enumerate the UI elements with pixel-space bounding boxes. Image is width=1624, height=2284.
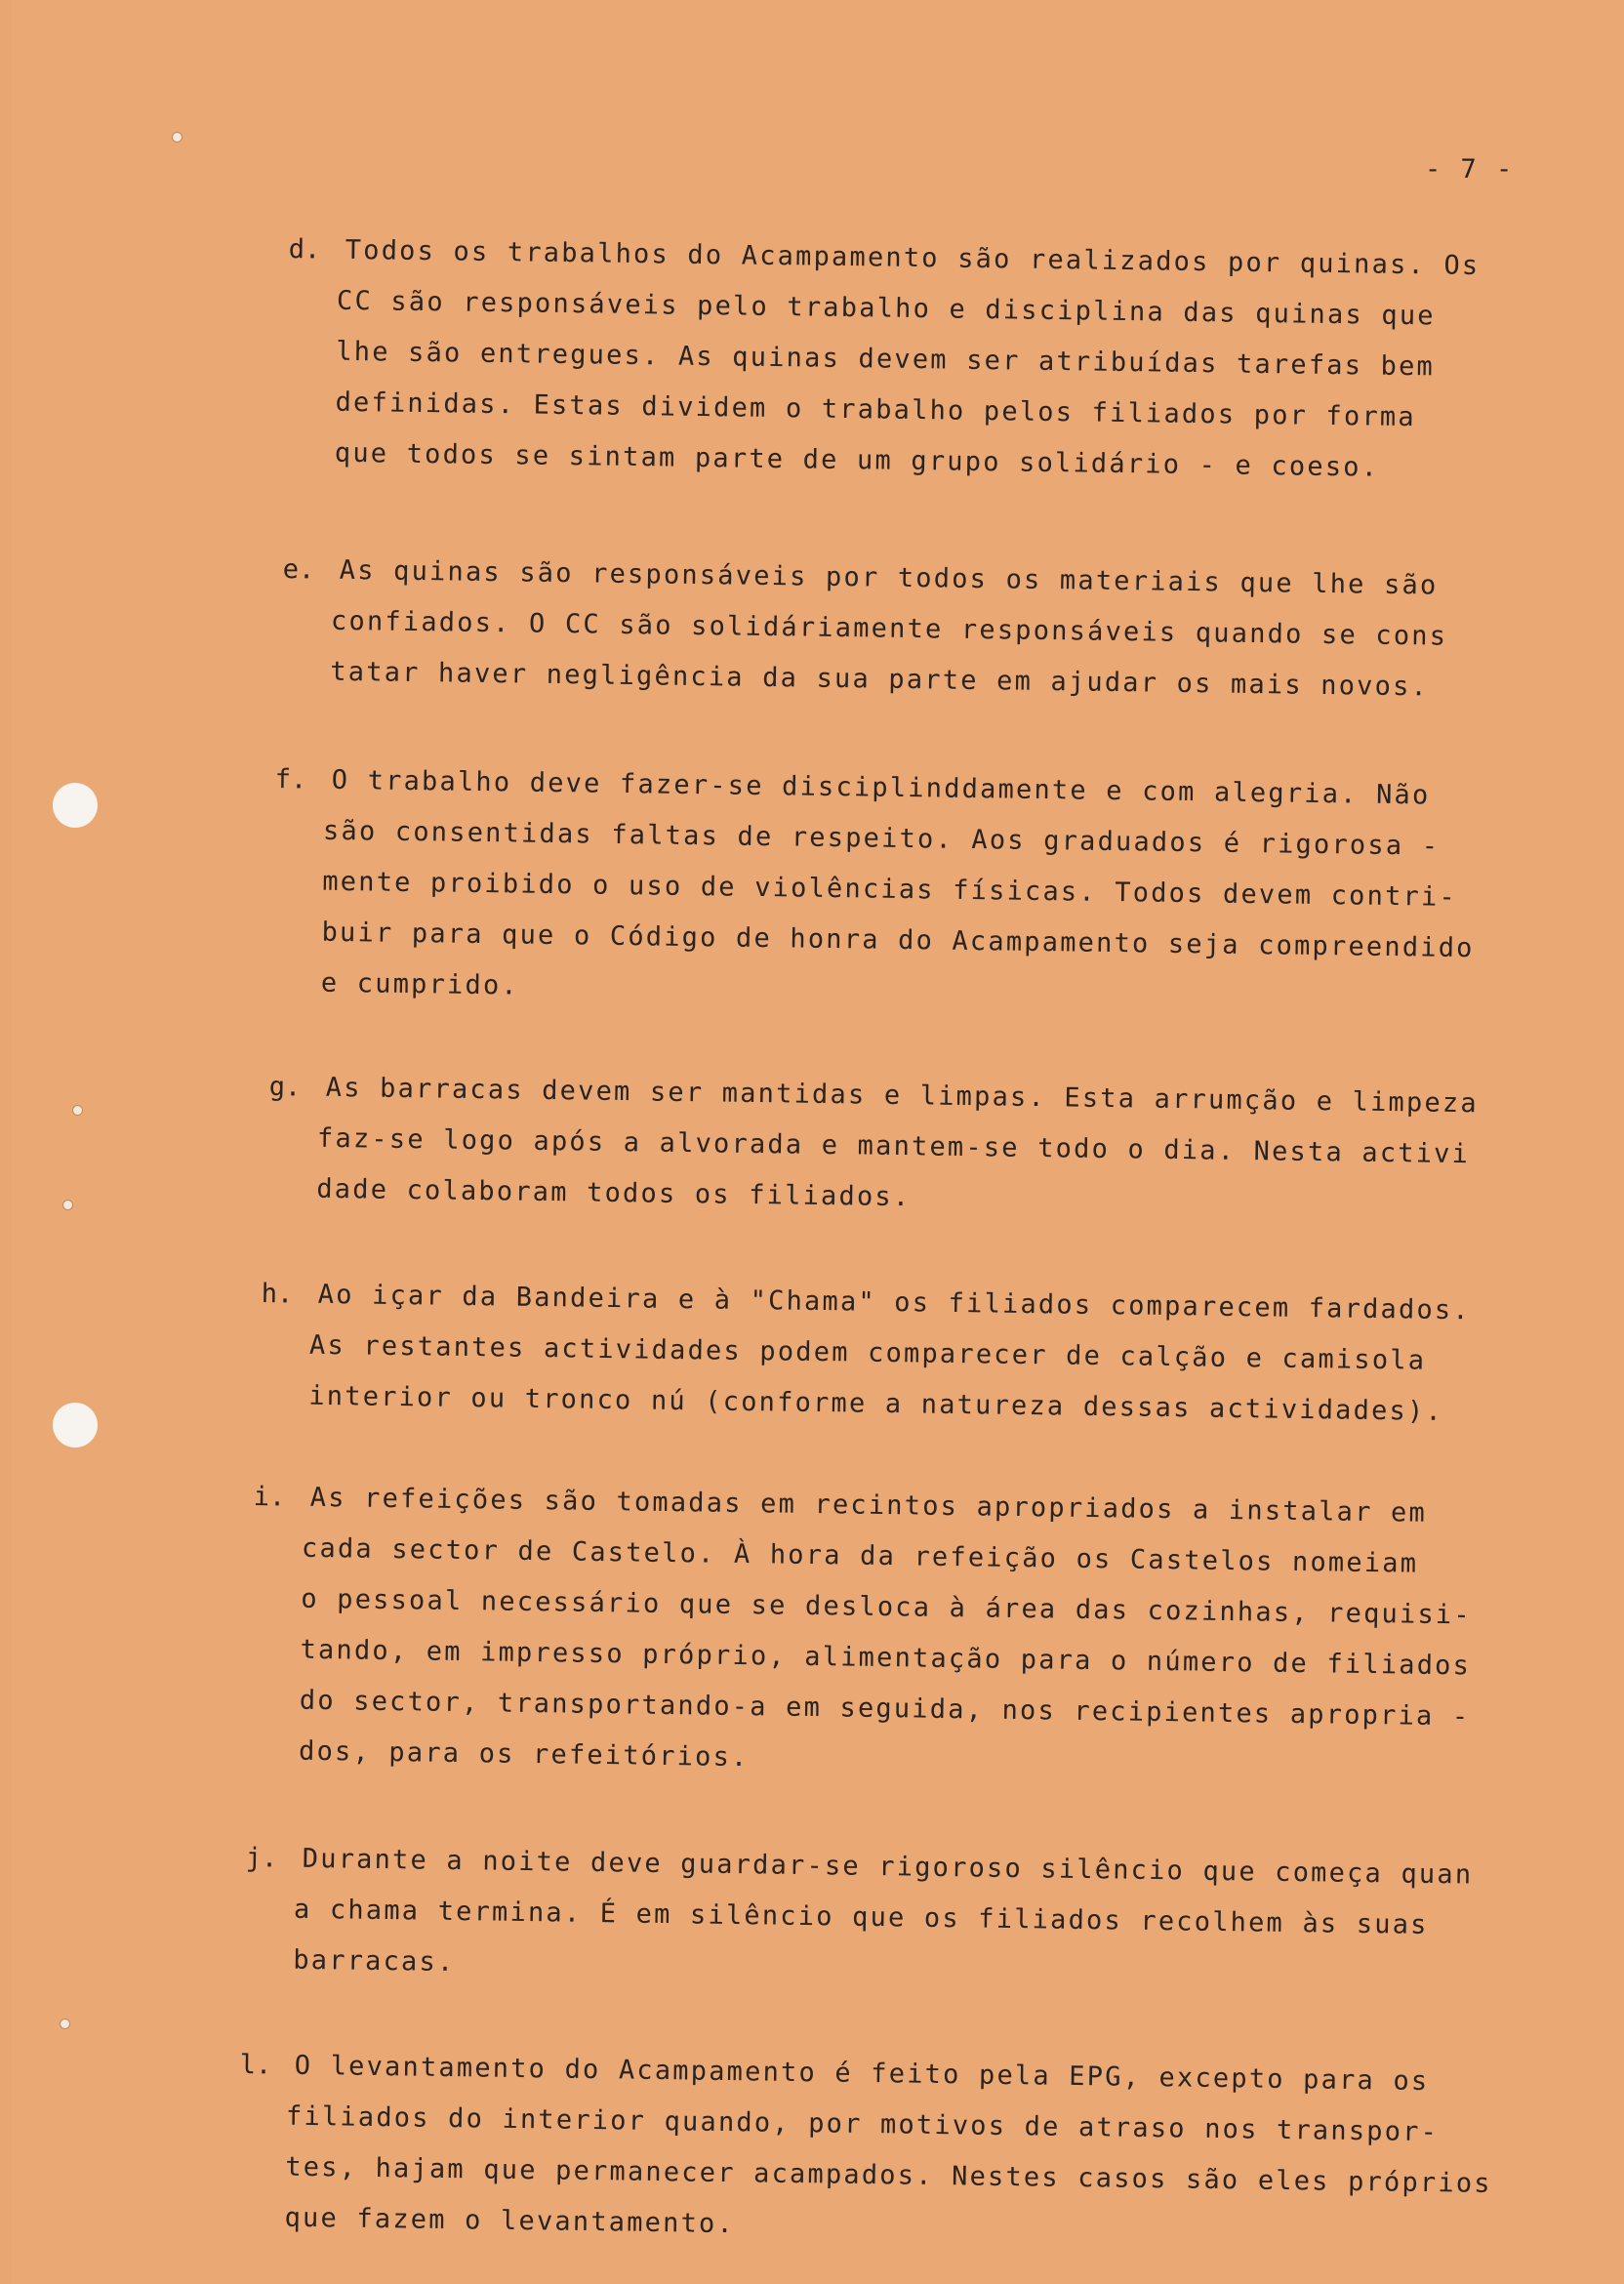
paragraph-line: tes, hajam que permanecer acampados. Nestes casos são eles próprios <box>285 2151 1492 2199</box>
paragraph-line: CC são responsáveis pelo trabalho e disciplina das quinas que <box>336 285 1436 332</box>
punch-hole-top <box>53 783 98 828</box>
paragraph-line: O levantamento do Acampamento é feito pela EPG, excepto para os <box>294 2050 1430 2098</box>
paragraph-marker: h. <box>261 1279 294 1310</box>
paragraph-line: lhe são entregues. As quinas devem ser atribuídas tarefas bem <box>336 336 1436 383</box>
paragraph-line: mente proibido o uso de violências físicas. Todos devem contri- <box>322 866 1458 913</box>
paragraph-marker: g. <box>268 1072 302 1103</box>
punch-hole-bottom <box>53 1403 98 1448</box>
paragraph-line: barracas. <box>293 1944 456 1978</box>
paragraph-line: tatar haver negligência da sua parte em ajudar os mais novos. <box>330 656 1430 703</box>
paragraph-marker: i. <box>253 1482 286 1513</box>
paragraph-line: tando, em impresso próprio, alimentação para o número de filiados <box>300 1634 1472 1682</box>
paragraph-marker: j. <box>245 1843 278 1874</box>
paragraph-line: faz-se logo após a alvorada e mantem-se todo o dia. Nesta activi <box>316 1122 1471 1170</box>
paragraph-line: cada sector de Castelo. À hora da refeição os Castelos nomeiam <box>301 1532 1419 1579</box>
paragraph-marker: e. <box>282 554 315 586</box>
paragraph-line: definidas. Estas dividem o trabalho pelos filiados por forma <box>335 387 1417 433</box>
paragraph-line: o pessoal necessário que se desloca à área das cozinhas, requisi- <box>301 1583 1473 1631</box>
paragraph-line: O trabalho deve fazer-se disciplinddamente e com alegria. Não <box>331 764 1431 811</box>
paragraph-line: buir para que o Código de honra do Acampamento seja compreendido <box>321 917 1475 964</box>
binder-dot <box>60 2019 70 2029</box>
paragraph-marker: l. <box>239 2050 272 2081</box>
paragraph-line: a chama termina. É em silêncio que os filiados recolhem às suas <box>293 1894 1429 1940</box>
paragraph-marker: f. <box>274 764 307 795</box>
binder-dot <box>172 132 183 143</box>
paragraph-line: e cumprido. <box>320 967 520 1001</box>
paragraph-line: são consentidas faltas de respeito. Aos graduados é rigorosa - <box>322 815 1441 862</box>
paragraph-line: As refeições são tomadas em recintos apropriados a instalar em <box>309 1482 1428 1529</box>
paragraph-line: que todos se sintam parte de um grupo solidário - e coeso. <box>334 437 1380 483</box>
paragraph-marker: d. <box>288 234 321 265</box>
paragraph-line: Todos os trabalhos do Acampamento são realizados por quinas. Os <box>345 234 1481 282</box>
paragraph-line: do sector, transportando-a em seguida, nos recipientes apropria - <box>299 1685 1471 1733</box>
paragraph-line: confiados. O CC são solidáriamente responsáveis quando se cons <box>330 605 1448 652</box>
paragraph-line: As barracas devem ser mantidas e limpas. Esta arrumção e limpeza <box>325 1072 1480 1120</box>
binder-dot <box>62 1200 73 1210</box>
binder-dot <box>72 1105 83 1116</box>
paragraph-line: Ao içar da Bandeira e à "Chama" os filiados comparecem fardados. <box>317 1279 1472 1326</box>
paragraph-line: As restantes actividades podem comparecer de calção e camisola <box>308 1329 1427 1376</box>
page-number: - 7 - <box>1425 154 1515 184</box>
paragraph-line: que fazem o levantamento. <box>284 2202 736 2240</box>
paragraph-line: filiados do interior quando, por motivos de atraso nos transpor- <box>285 2100 1440 2148</box>
paragraph-line: As quinas são responsáveis por todos os materiais que lhe são <box>339 554 1439 601</box>
paragraph-line: Durante a noite deve guardar-se rigoroso silêncio que começa quan <box>302 1843 1474 1891</box>
paragraph-line: interior ou tronco nú (conforme a natureza dessas actividades). <box>308 1380 1444 1427</box>
paragraph-line: dos, para os refeitórios. <box>298 1735 750 1774</box>
paragraph-line: dade colaboram todos os filiados. <box>316 1173 912 1213</box>
